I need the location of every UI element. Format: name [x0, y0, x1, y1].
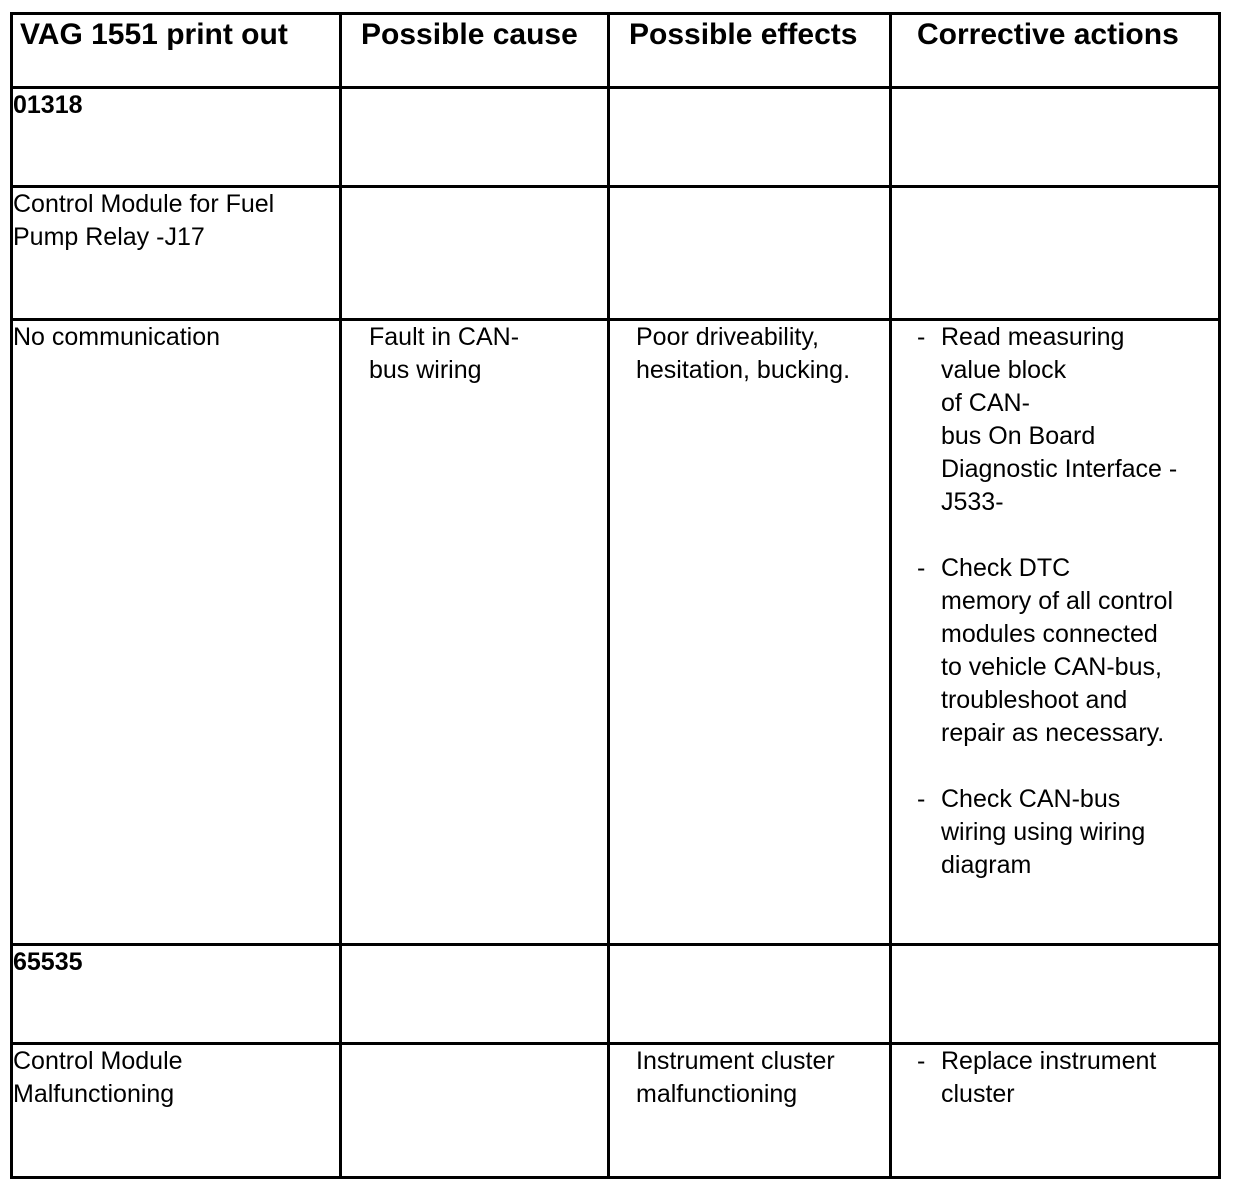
printout-cell — [12, 945, 341, 1044]
action-item — [917, 321, 1218, 519]
action-text: value block — [941, 356, 1067, 384]
action-text: cluster — [941, 1080, 1015, 1108]
printout-cell — [12, 88, 341, 187]
action-text: J533- — [941, 488, 1004, 516]
table-row — [12, 187, 1220, 320]
cause-cell — [341, 1044, 609, 1178]
printout-cell — [12, 320, 341, 945]
effects-cell — [609, 945, 891, 1044]
table-row — [12, 88, 1220, 187]
bullet-dash: - — [917, 1047, 926, 1075]
actions-cell — [891, 187, 1220, 320]
action-item — [917, 783, 1218, 882]
effects-text: Poor driveability, — [636, 323, 819, 351]
effects-cell — [609, 88, 891, 187]
action-item — [917, 1045, 1218, 1111]
cause-text: bus wiring — [369, 356, 482, 384]
action-text: Read measuring — [941, 323, 1125, 351]
action-text: bus On Board — [941, 422, 1096, 450]
fault-type: No communication — [13, 323, 221, 351]
action-text: to vehicle CAN-bus, — [941, 653, 1162, 681]
effects-text: malfunctioning — [636, 1080, 798, 1108]
effects-text: hesitation, bucking. — [636, 356, 851, 384]
cause-cell — [341, 945, 609, 1044]
component-name: Control Module for Fuel — [13, 190, 275, 218]
action-text: Replace instrument — [941, 1047, 1157, 1075]
table-row — [12, 945, 1220, 1044]
printout-cell — [12, 1044, 341, 1178]
cause-cell — [341, 187, 609, 320]
bullet-dash: - — [917, 785, 926, 813]
header-printout: VAG 1551 print out — [12, 14, 341, 88]
table-row — [12, 320, 1220, 945]
bullet-dash: - — [917, 554, 926, 582]
fault-type: Malfunctioning — [13, 1080, 175, 1108]
header-effects: Possible effects — [609, 14, 891, 88]
effects-text: Instrument cluster — [636, 1047, 835, 1075]
action-text: Check DTC — [941, 554, 1071, 582]
action-text: modules connected — [941, 620, 1158, 648]
action-text: Check CAN-bus — [941, 785, 1121, 813]
action-text: Diagnostic Interface - — [941, 455, 1178, 483]
dtc-code: 01318 — [13, 91, 83, 119]
header-row — [12, 14, 1220, 88]
bullet-dash: - — [917, 323, 926, 351]
header-cause: Possible cause — [341, 14, 609, 88]
actions-cell — [891, 945, 1220, 1044]
action-text: diagram — [941, 851, 1032, 879]
actions-cell — [891, 88, 1220, 187]
printout-cell — [12, 187, 341, 320]
fault-type: Control Module — [13, 1047, 183, 1075]
actions-cell — [891, 320, 1220, 945]
action-text: of CAN- — [941, 389, 1030, 417]
effects-cell — [609, 320, 891, 945]
effects-cell — [609, 187, 891, 320]
action-text: troubleshoot and — [941, 686, 1128, 714]
action-item — [917, 552, 1218, 750]
cause-text: Fault in CAN- — [369, 323, 520, 351]
component-name: Pump Relay -J17 — [13, 223, 205, 251]
diagnostic-table — [10, 12, 1221, 1179]
header-actions: Corrective actions — [891, 14, 1220, 88]
action-text: wiring using wiring — [941, 818, 1146, 846]
action-text: repair as necessary. — [941, 719, 1165, 747]
cause-cell — [341, 88, 609, 187]
action-text: memory of all control — [941, 587, 1174, 615]
actions-cell — [891, 1044, 1220, 1178]
cause-cell — [341, 320, 609, 945]
dtc-code: 65535 — [13, 948, 83, 976]
table-row — [12, 1044, 1220, 1178]
effects-cell — [609, 1044, 891, 1178]
